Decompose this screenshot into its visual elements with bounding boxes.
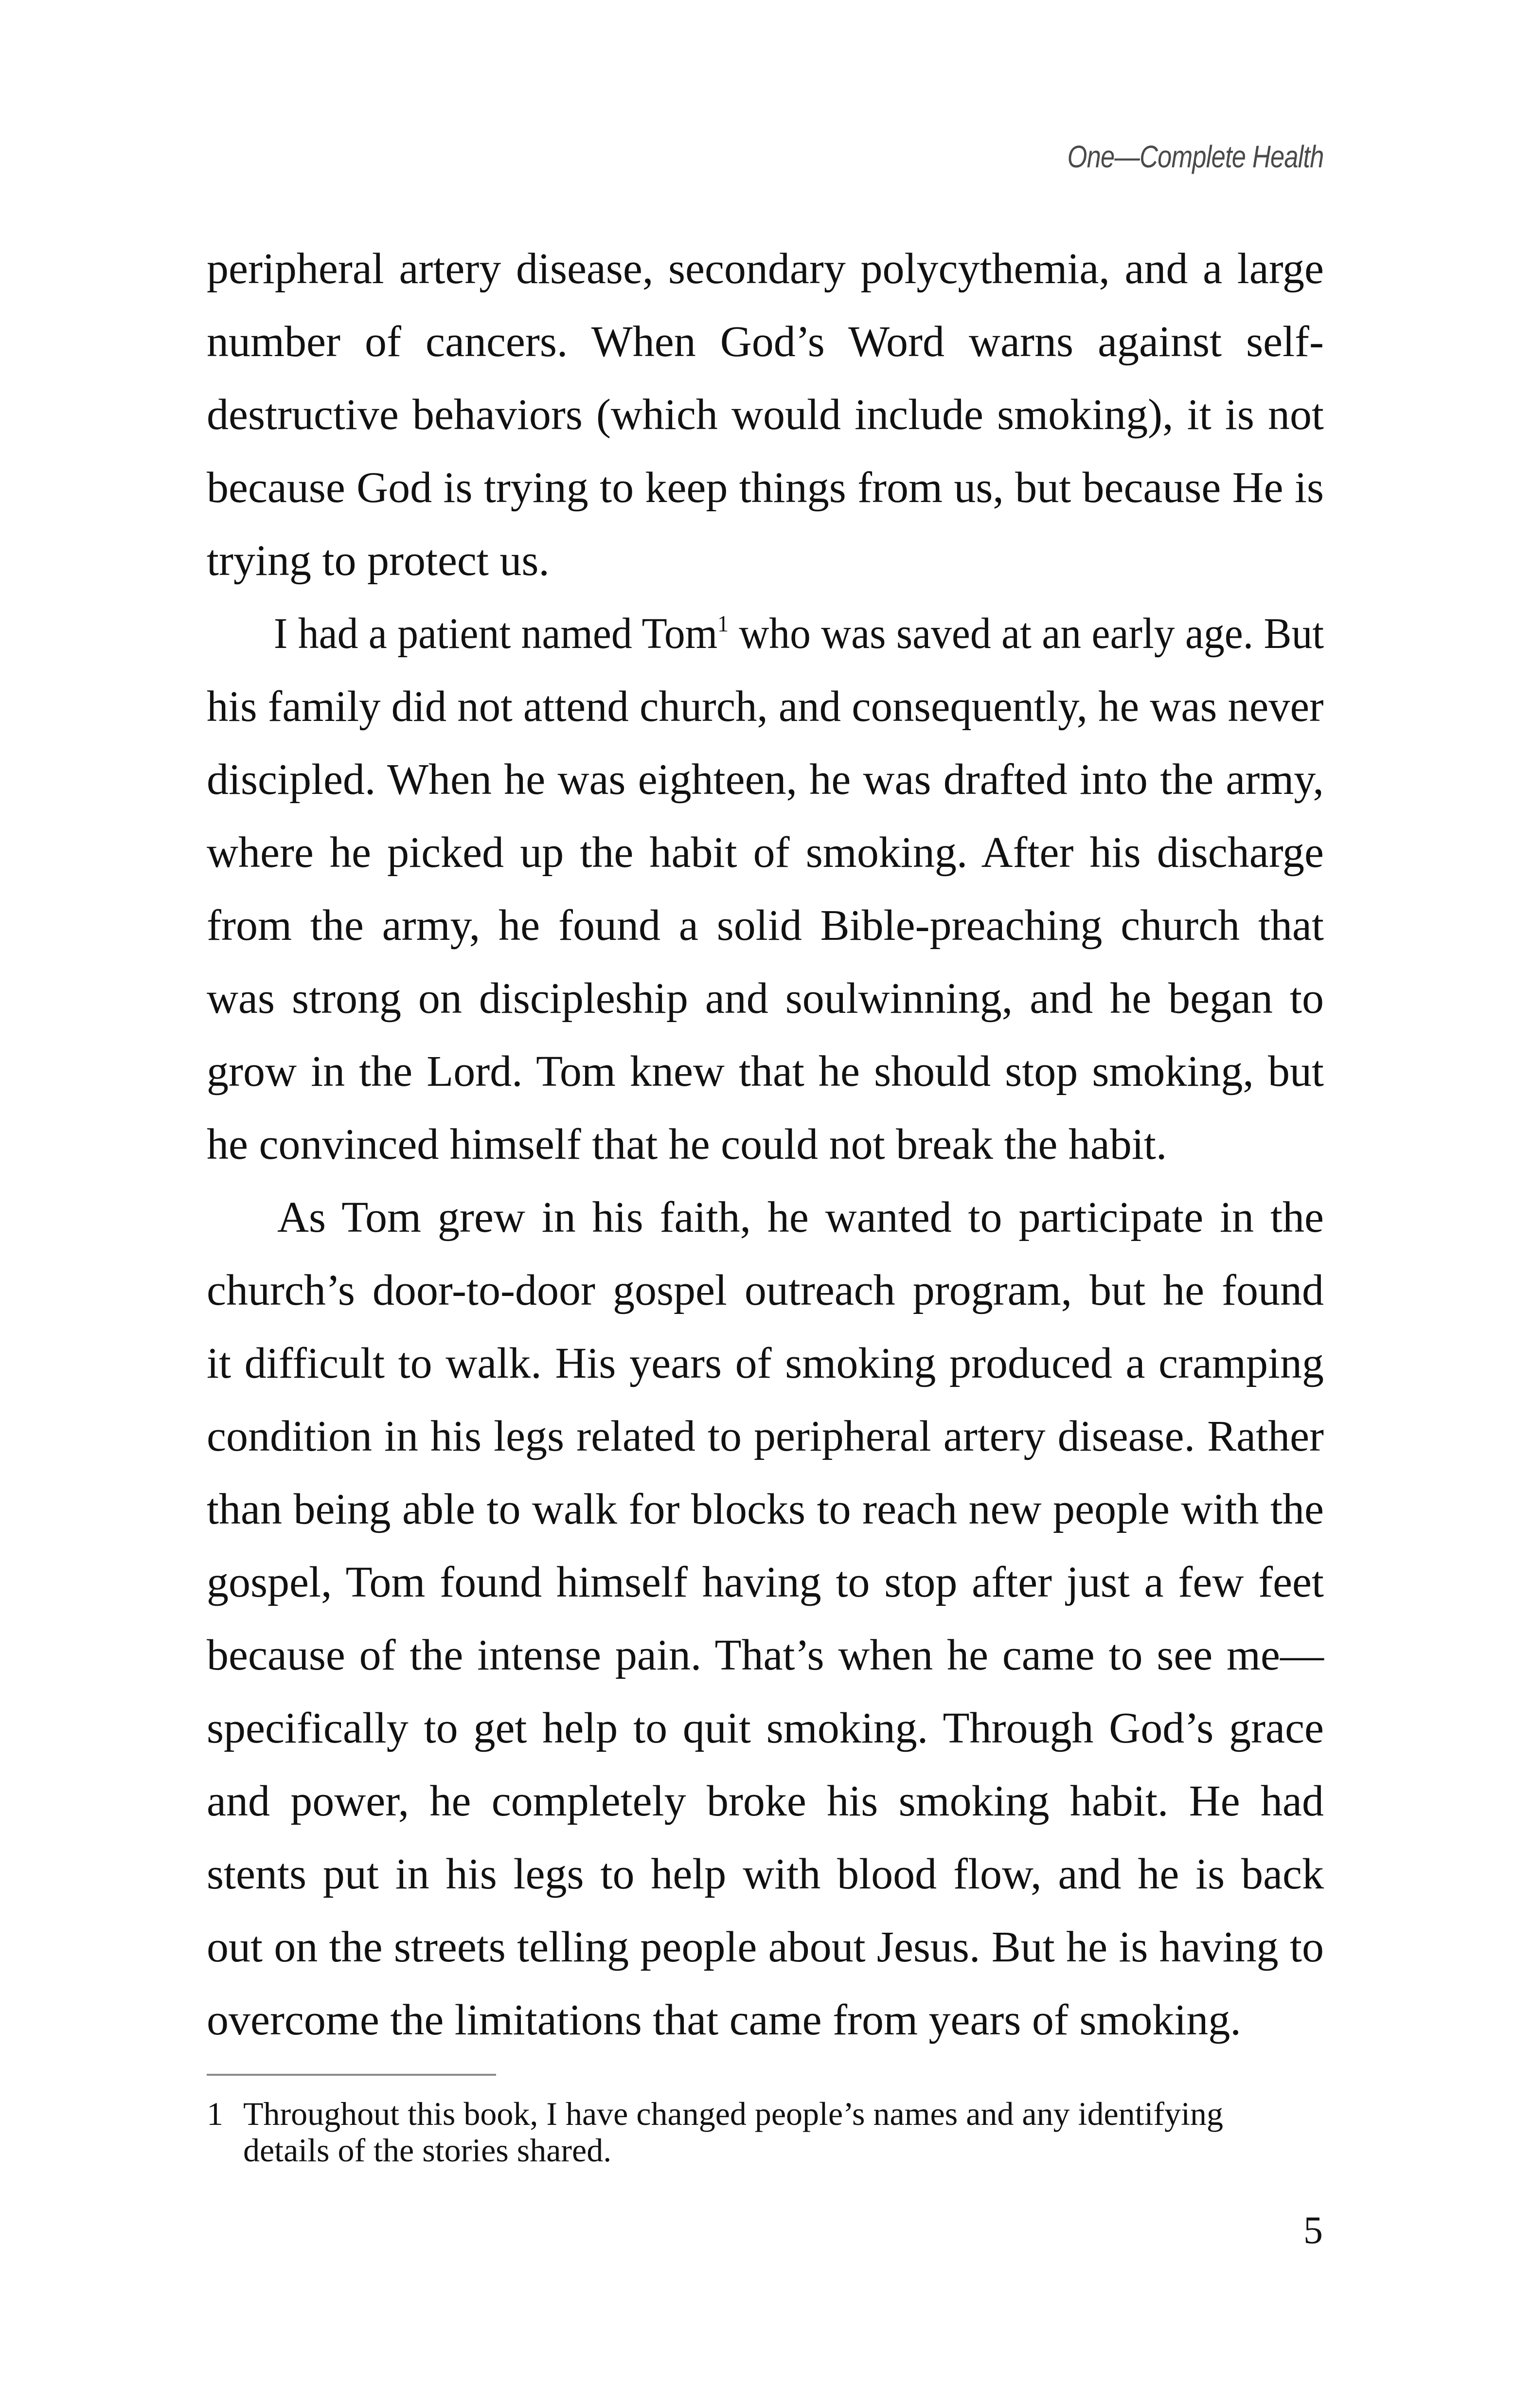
text-line-content: church’s door-to-door gospel outreach program, but he found [207, 1266, 1324, 1314]
text-line-content: grow in the Lord. Tom knew that he should stop smoking, but [207, 1047, 1324, 1096]
text-line [207, 962, 1324, 1035]
text-line [207, 597, 1324, 670]
text-line [207, 1619, 1324, 1692]
text-line [207, 816, 1324, 889]
text-line-content: gospel, Tom found himself having to stop after just a few feet [207, 1558, 1324, 1606]
text-line-content: trying to protect us. [207, 537, 550, 585]
text-line-content: As Tom grew in his faith, he wanted to participate in the [277, 1193, 1324, 1241]
text-line-content: he convinced himself that he could not break the habit. [207, 1120, 1167, 1168]
text-line-content: because of the intense pain. That’s when he came to see me— [207, 1631, 1324, 1679]
text-line [207, 1692, 1324, 1765]
text-line-content: because God is trying to keep things from us, but because He is [207, 464, 1324, 512]
paragraph [207, 597, 1324, 1181]
text-line [207, 1254, 1324, 1327]
text-line-content: specifically to get help to quit smoking. Through God’s grace [207, 1704, 1324, 1752]
text-line-content: overcome the limitations that came from years of smoking. [207, 1996, 1241, 2044]
footnote-text [243, 2096, 1323, 2169]
text-line-content: out on the streets telling people about Jesus. But he is having to [207, 1923, 1324, 1971]
text-line [207, 233, 1324, 305]
text-line-content: it difficult to walk. His years of smoking produced a cramping [207, 1339, 1324, 1387]
text-line-content: than being able to walk for blocks to reach new people with the [207, 1485, 1324, 1533]
text-line [207, 451, 1324, 524]
text-line [207, 524, 1324, 597]
footnote-number: 1 [207, 2095, 223, 2132]
text-after-footnote-ref: who was saved at an early age. But [729, 610, 1324, 658]
text-line-content: where he picked up the habit of smoking. After his discharge [207, 828, 1324, 877]
footnote [207, 2096, 1324, 2169]
footnote-line: Throughout this book, I have changed people’s names and any identifying [243, 2095, 1223, 2132]
text-line-content: number of cancers. When God’s Word warns against self- [207, 318, 1324, 366]
text-line [207, 1765, 1324, 1838]
running-header: One—Complete Health [1068, 139, 1324, 174]
text-line [207, 889, 1324, 962]
text-line-content [207, 597, 1324, 670]
text-line [207, 1400, 1324, 1473]
footnote-reference[interactable]: 1 [717, 611, 729, 637]
text-before-footnote-ref: I had a patient named Tom [273, 610, 718, 658]
text-line [207, 1546, 1324, 1619]
text-line-content: his family did not attend church, and consequently, he was never [207, 683, 1324, 731]
text-line [207, 1984, 1324, 2057]
footnote-line: details of the stories shared. [243, 2132, 612, 2169]
paragraph [207, 233, 1324, 597]
text-line-content: destructive behaviors (which would include smoking), it is not [207, 391, 1324, 439]
text-line-content: from the army, he found a solid Bible-preaching church that [207, 901, 1324, 950]
text-line [207, 1327, 1324, 1400]
text-line [207, 1911, 1324, 1984]
text-line-content: condition in his legs related to peripheral artery disease. Rather [207, 1412, 1324, 1460]
text-line [207, 1035, 1324, 1108]
text-line-content: stents put in his legs to help with blood flow, and he is back [207, 1850, 1324, 1898]
text-line-content: peripheral artery disease, secondary polycythemia, and a large [207, 245, 1324, 293]
text-line-content: and power, he completely broke his smoking habit. He had [207, 1777, 1324, 1825]
text-line [207, 1108, 1324, 1181]
page-number: 5 [1303, 2209, 1323, 2252]
text-line [207, 1473, 1324, 1546]
body-text [207, 233, 1324, 2057]
text-line [207, 1181, 1324, 1254]
text-line [207, 1838, 1324, 1911]
text-line [207, 670, 1324, 743]
paragraph [207, 1181, 1324, 2057]
text-line-content: discipled. When he was eighteen, he was drafted into the army, [207, 755, 1324, 804]
text-line [207, 378, 1324, 451]
footnote-divider [207, 2074, 496, 2076]
text-line [207, 743, 1324, 816]
text-line [207, 305, 1324, 378]
text-line-content: was strong on discipleship and soulwinning, and he began to [207, 974, 1324, 1023]
